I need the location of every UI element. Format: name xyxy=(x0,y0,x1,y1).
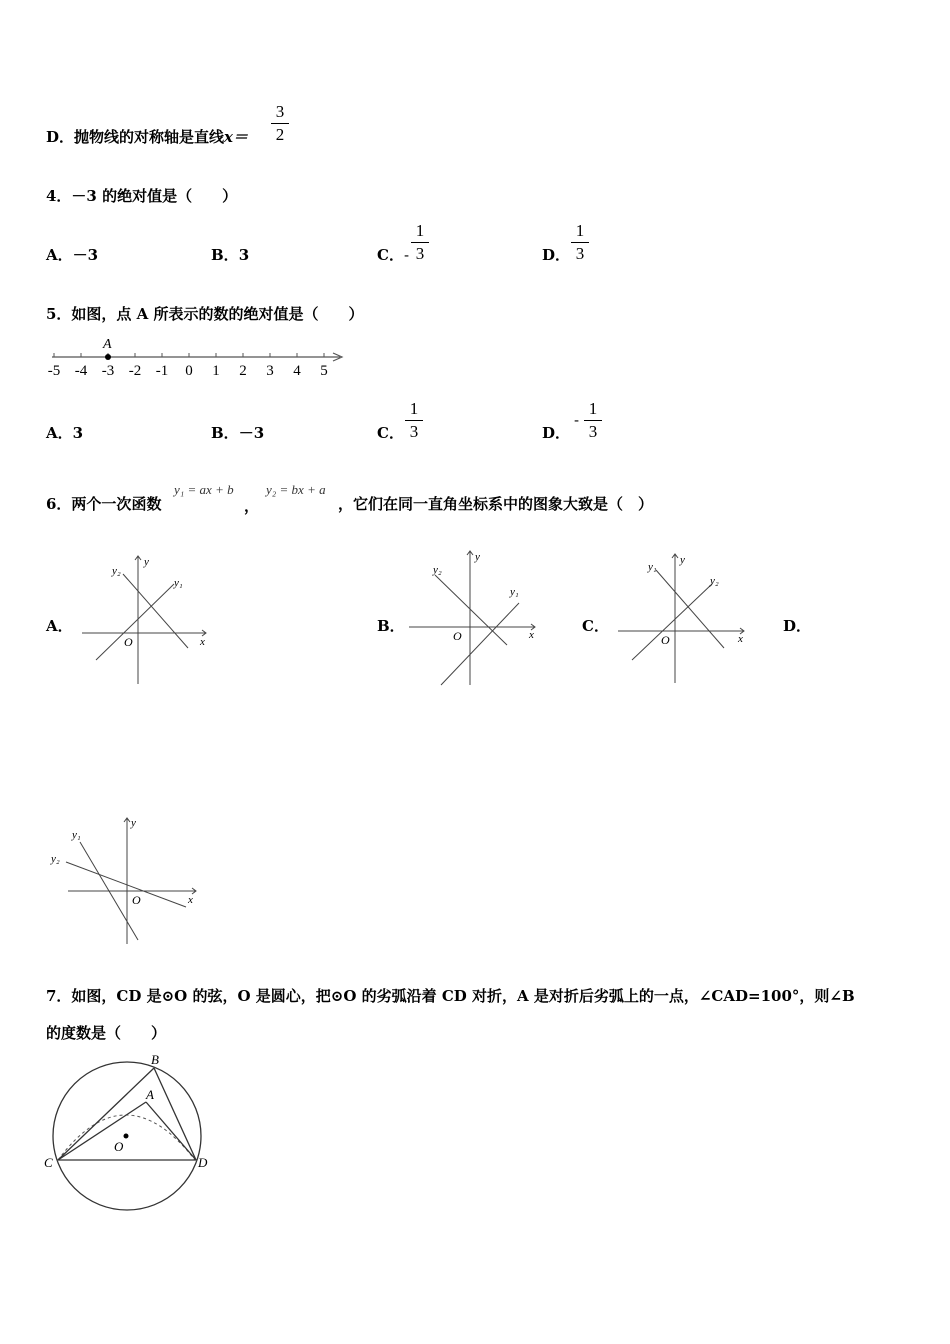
q3-option-d-text: 抛物线的对称轴是直线 xyxy=(74,128,225,146)
q5-tick-label: 1 xyxy=(212,363,220,379)
q6-c-origin: O xyxy=(661,633,670,647)
q7-stem-line1: 7．如图，CD 是⊙O 的弦，O 是圆心，把⊙O 的劣弧沿着 CD 对折，A 是对折后劣弧上的一点，∠CAD=100°，则∠B xyxy=(46,987,855,1005)
q5-d-label: D． xyxy=(542,424,571,442)
q5-d-sign: - xyxy=(574,411,580,429)
q5-d-den: 3 xyxy=(588,422,598,441)
q4-c-fraction xyxy=(411,221,429,264)
q6-c-y1-label: y₁ xyxy=(648,561,657,573)
q5-tick-label: 5 xyxy=(320,363,328,379)
q4-b-label: B． xyxy=(211,246,239,264)
q5-c-den: 3 xyxy=(409,422,419,441)
q5-c-label: C． xyxy=(377,424,404,442)
q6-graph-d xyxy=(46,812,206,947)
q5-tick-label: -3 xyxy=(101,363,115,379)
q6-b-y2-label: y₂ xyxy=(433,564,442,576)
q5-b-label: B． xyxy=(211,424,239,442)
q5-c-fraction xyxy=(405,399,423,442)
q6-eq1: y₁ = ax + b xyxy=(174,482,234,497)
q5-option-c xyxy=(377,424,404,442)
q6-option-b-label: B． xyxy=(377,617,405,635)
q3-option-d-var: x＝ xyxy=(224,128,248,146)
q6-b-origin: O xyxy=(453,629,462,643)
q3-fraction xyxy=(271,102,289,145)
q7-label-c: C xyxy=(44,1155,53,1170)
q5-tick-label: -1 xyxy=(155,363,169,379)
q4-c-sign: - xyxy=(403,246,410,264)
q6-b-x-label: x xyxy=(529,629,534,641)
q6-d-origin: O xyxy=(132,893,141,907)
q3-frac-num: 3 xyxy=(275,102,285,121)
q4-d-den: 3 xyxy=(575,244,585,263)
q5-option-d xyxy=(542,424,570,442)
q5-b-value: －3 xyxy=(238,424,265,442)
q7-label-o: O xyxy=(114,1139,124,1154)
q6-stem-start: 6．两个一次函数 xyxy=(46,495,162,513)
q7-center-dot xyxy=(124,1134,129,1139)
q7-circle-diagram xyxy=(40,1050,220,1220)
q6-graph-b xyxy=(405,545,545,685)
q6-a-y1-label: y₁ xyxy=(174,577,183,589)
q4-c-den: 3 xyxy=(415,244,425,263)
q6-c-y2-label: y₂ xyxy=(710,575,719,587)
q6-stem-end: ，它们在同一直角坐标系中的图象大致是（ ） xyxy=(338,495,654,513)
q6-b-y-label: y xyxy=(475,551,480,563)
q6-d-y1-label: y₁ xyxy=(72,829,81,841)
q5-tick-label: 2 xyxy=(239,363,247,379)
q6-option-a-label: A． xyxy=(46,617,73,635)
q6-b-y1-label: y₁ xyxy=(510,586,519,598)
q5-number-line xyxy=(42,333,352,378)
q6-option-c-label: C． xyxy=(582,617,609,635)
q6-a-y2-label: y₂ xyxy=(112,565,121,577)
q6-c-y-label: y xyxy=(680,554,685,566)
q5-point-a-dot xyxy=(105,354,111,360)
q5-tick-label: 0 xyxy=(185,363,193,379)
q7-label-a: A xyxy=(146,1087,154,1102)
q4-c-label: C． xyxy=(377,246,404,264)
q4-option-b xyxy=(211,246,249,264)
q4-option-c xyxy=(377,246,409,264)
q6-a-origin: O xyxy=(124,635,133,649)
q4-a-label: A． xyxy=(46,246,73,264)
q4-c-num: 1 xyxy=(415,221,425,240)
q6-d-x-label: x xyxy=(188,894,193,906)
q6-d-y-label: y xyxy=(131,817,136,829)
q6-graph-c xyxy=(612,548,752,688)
q3-frac-den: 2 xyxy=(275,125,285,144)
q4-d-fraction xyxy=(571,221,589,264)
q5-d-num: 1 xyxy=(588,399,598,418)
q6-option-d-label: D． xyxy=(783,617,812,635)
q6-comma: ， xyxy=(244,497,260,515)
q6-a-y-label: y xyxy=(144,556,149,568)
q6-a-x-label: x xyxy=(200,636,205,648)
q6-graph-a xyxy=(78,550,218,690)
q4-b-value: 3 xyxy=(238,246,250,264)
q5-stem: 5．如图，点 A 所表示的数的绝对值是（ ） xyxy=(46,305,364,323)
q5-d-fraction xyxy=(584,399,602,442)
q5-tick-label: 3 xyxy=(266,363,274,379)
q7-stem-line2: 的度数是（ ） xyxy=(46,1024,167,1042)
q3-option-d xyxy=(46,128,248,146)
q7-label-d: D xyxy=(198,1155,208,1170)
q5-option-a xyxy=(46,424,83,442)
q5-a-label: A． xyxy=(46,424,73,442)
q4-option-a xyxy=(46,246,98,264)
q4-option-d xyxy=(542,246,570,264)
q7-label-b: B xyxy=(151,1052,159,1067)
q4-a-value: －3 xyxy=(72,246,99,264)
q3-option-d-label: D． xyxy=(46,128,75,146)
q5-tick-label: -5 xyxy=(47,363,61,379)
q5-point-a-label: A xyxy=(103,337,112,352)
q5-a-value: 3 xyxy=(72,424,84,442)
q6-d-y2-label: y₂ xyxy=(51,853,60,865)
q5-tick-label: -2 xyxy=(128,363,142,379)
q4-stem: 4．－3 的绝对值是（ ） xyxy=(46,187,238,205)
q6-eq2: y₂ = bx + a xyxy=(266,482,326,497)
q5-option-b xyxy=(211,424,264,442)
q6-c-x-label: x xyxy=(738,633,743,645)
q4-d-label: D． xyxy=(542,246,571,264)
q4-d-num: 1 xyxy=(575,221,585,240)
q5-tick-label: 4 xyxy=(293,363,301,379)
q5-tick-label: -4 xyxy=(74,363,88,379)
q5-c-num: 1 xyxy=(409,399,419,418)
